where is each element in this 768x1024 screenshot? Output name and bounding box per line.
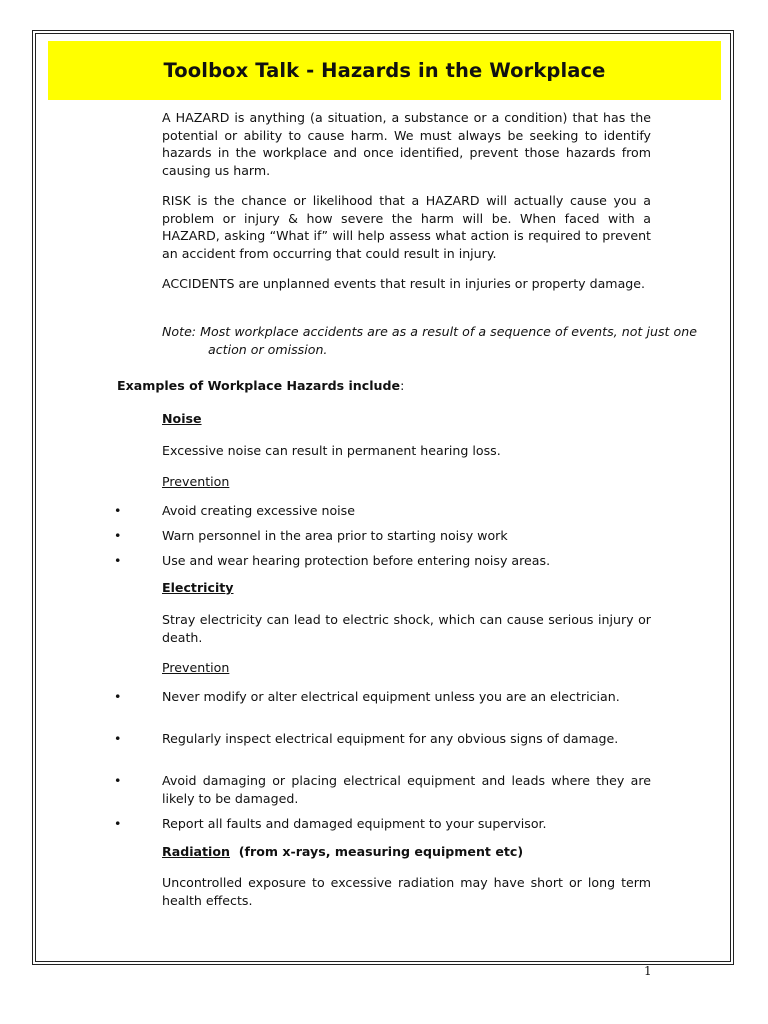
radiation-description: Uncontrolled exposure to excessive radiation may have short or long term health effects.	[162, 875, 651, 908]
note-text: Note: Most workplace accidents are as a result of a sequence of events, not just one action or omission.	[162, 324, 697, 357]
examples-heading-colon: :	[400, 378, 405, 393]
bullet-icon: •	[114, 503, 122, 518]
bullet-icon: •	[114, 553, 122, 568]
bullet-icon: •	[114, 816, 122, 831]
noise-prevention-label: Prevention	[162, 474, 230, 489]
noise-bullet-3: Use and wear hearing protection before entering noisy areas.	[162, 553, 551, 568]
electricity-prevention-label: Prevention	[162, 660, 230, 675]
title-banner	[48, 41, 721, 100]
bullet-icon: •	[114, 731, 122, 746]
page-title: Toolbox Talk - Hazards in the Workplace	[163, 59, 606, 82]
electricity-bullet-3: Avoid damaging or placing electrical equipment and leads where they are likely to be damaged.	[162, 773, 651, 806]
accidents-definition: ACCIDENTS are unplanned events that result in injuries or property damage.	[162, 276, 646, 291]
noise-bullet-1: Avoid creating excessive noise	[162, 503, 355, 518]
electricity-bullet-2: Regularly inspect electrical equipment for any obvious signs of damage.	[162, 731, 619, 746]
radiation-heading-text: Radiation	[162, 844, 230, 859]
noise-heading	[162, 411, 202, 426]
noise-heading-text: Noise	[162, 411, 202, 426]
electricity-description: Stray electricity can lead to electric shock, which can cause serious injury or death.	[162, 612, 651, 645]
bullet-icon: •	[114, 528, 122, 543]
page-number: 1	[644, 964, 652, 978]
examples-heading	[117, 378, 404, 393]
bullet-icon: •	[114, 689, 122, 704]
bullet-icon: •	[114, 773, 122, 788]
noise-description: Excessive noise can result in permanent hearing loss.	[162, 443, 501, 458]
hazard-definition: A HAZARD is anything (a situation, a substance or a condition) that has the potential or ability to cause harm. We must always be seeking to identify hazards in the workplace and once identified, prevent those hazards from causing us harm.	[162, 110, 651, 178]
examples-heading-text: Examples of Workplace Hazards include	[117, 378, 401, 393]
risk-definition: RISK is the chance or likelihood that a HAZARD will actually cause you a problem or injury & how severe the harm will be. When faced with a HAZARD, asking “What if” will help assess what action is required to prevent an accident from occurring that could result in injury.	[162, 193, 651, 261]
electricity-heading-text: Electricity	[162, 580, 234, 595]
radiation-heading-suffix: (from x-rays, measuring equipment etc)	[238, 844, 524, 859]
radiation-heading	[162, 844, 523, 859]
electricity-heading	[162, 580, 234, 595]
noise-bullet-2: Warn personnel in the area prior to starting noisy work	[162, 528, 508, 543]
electricity-bullet-4: Report all faults and damaged equipment to your supervisor.	[162, 816, 547, 831]
electricity-bullet-1: Never modify or alter electrical equipment unless you are an electrician.	[162, 689, 620, 704]
